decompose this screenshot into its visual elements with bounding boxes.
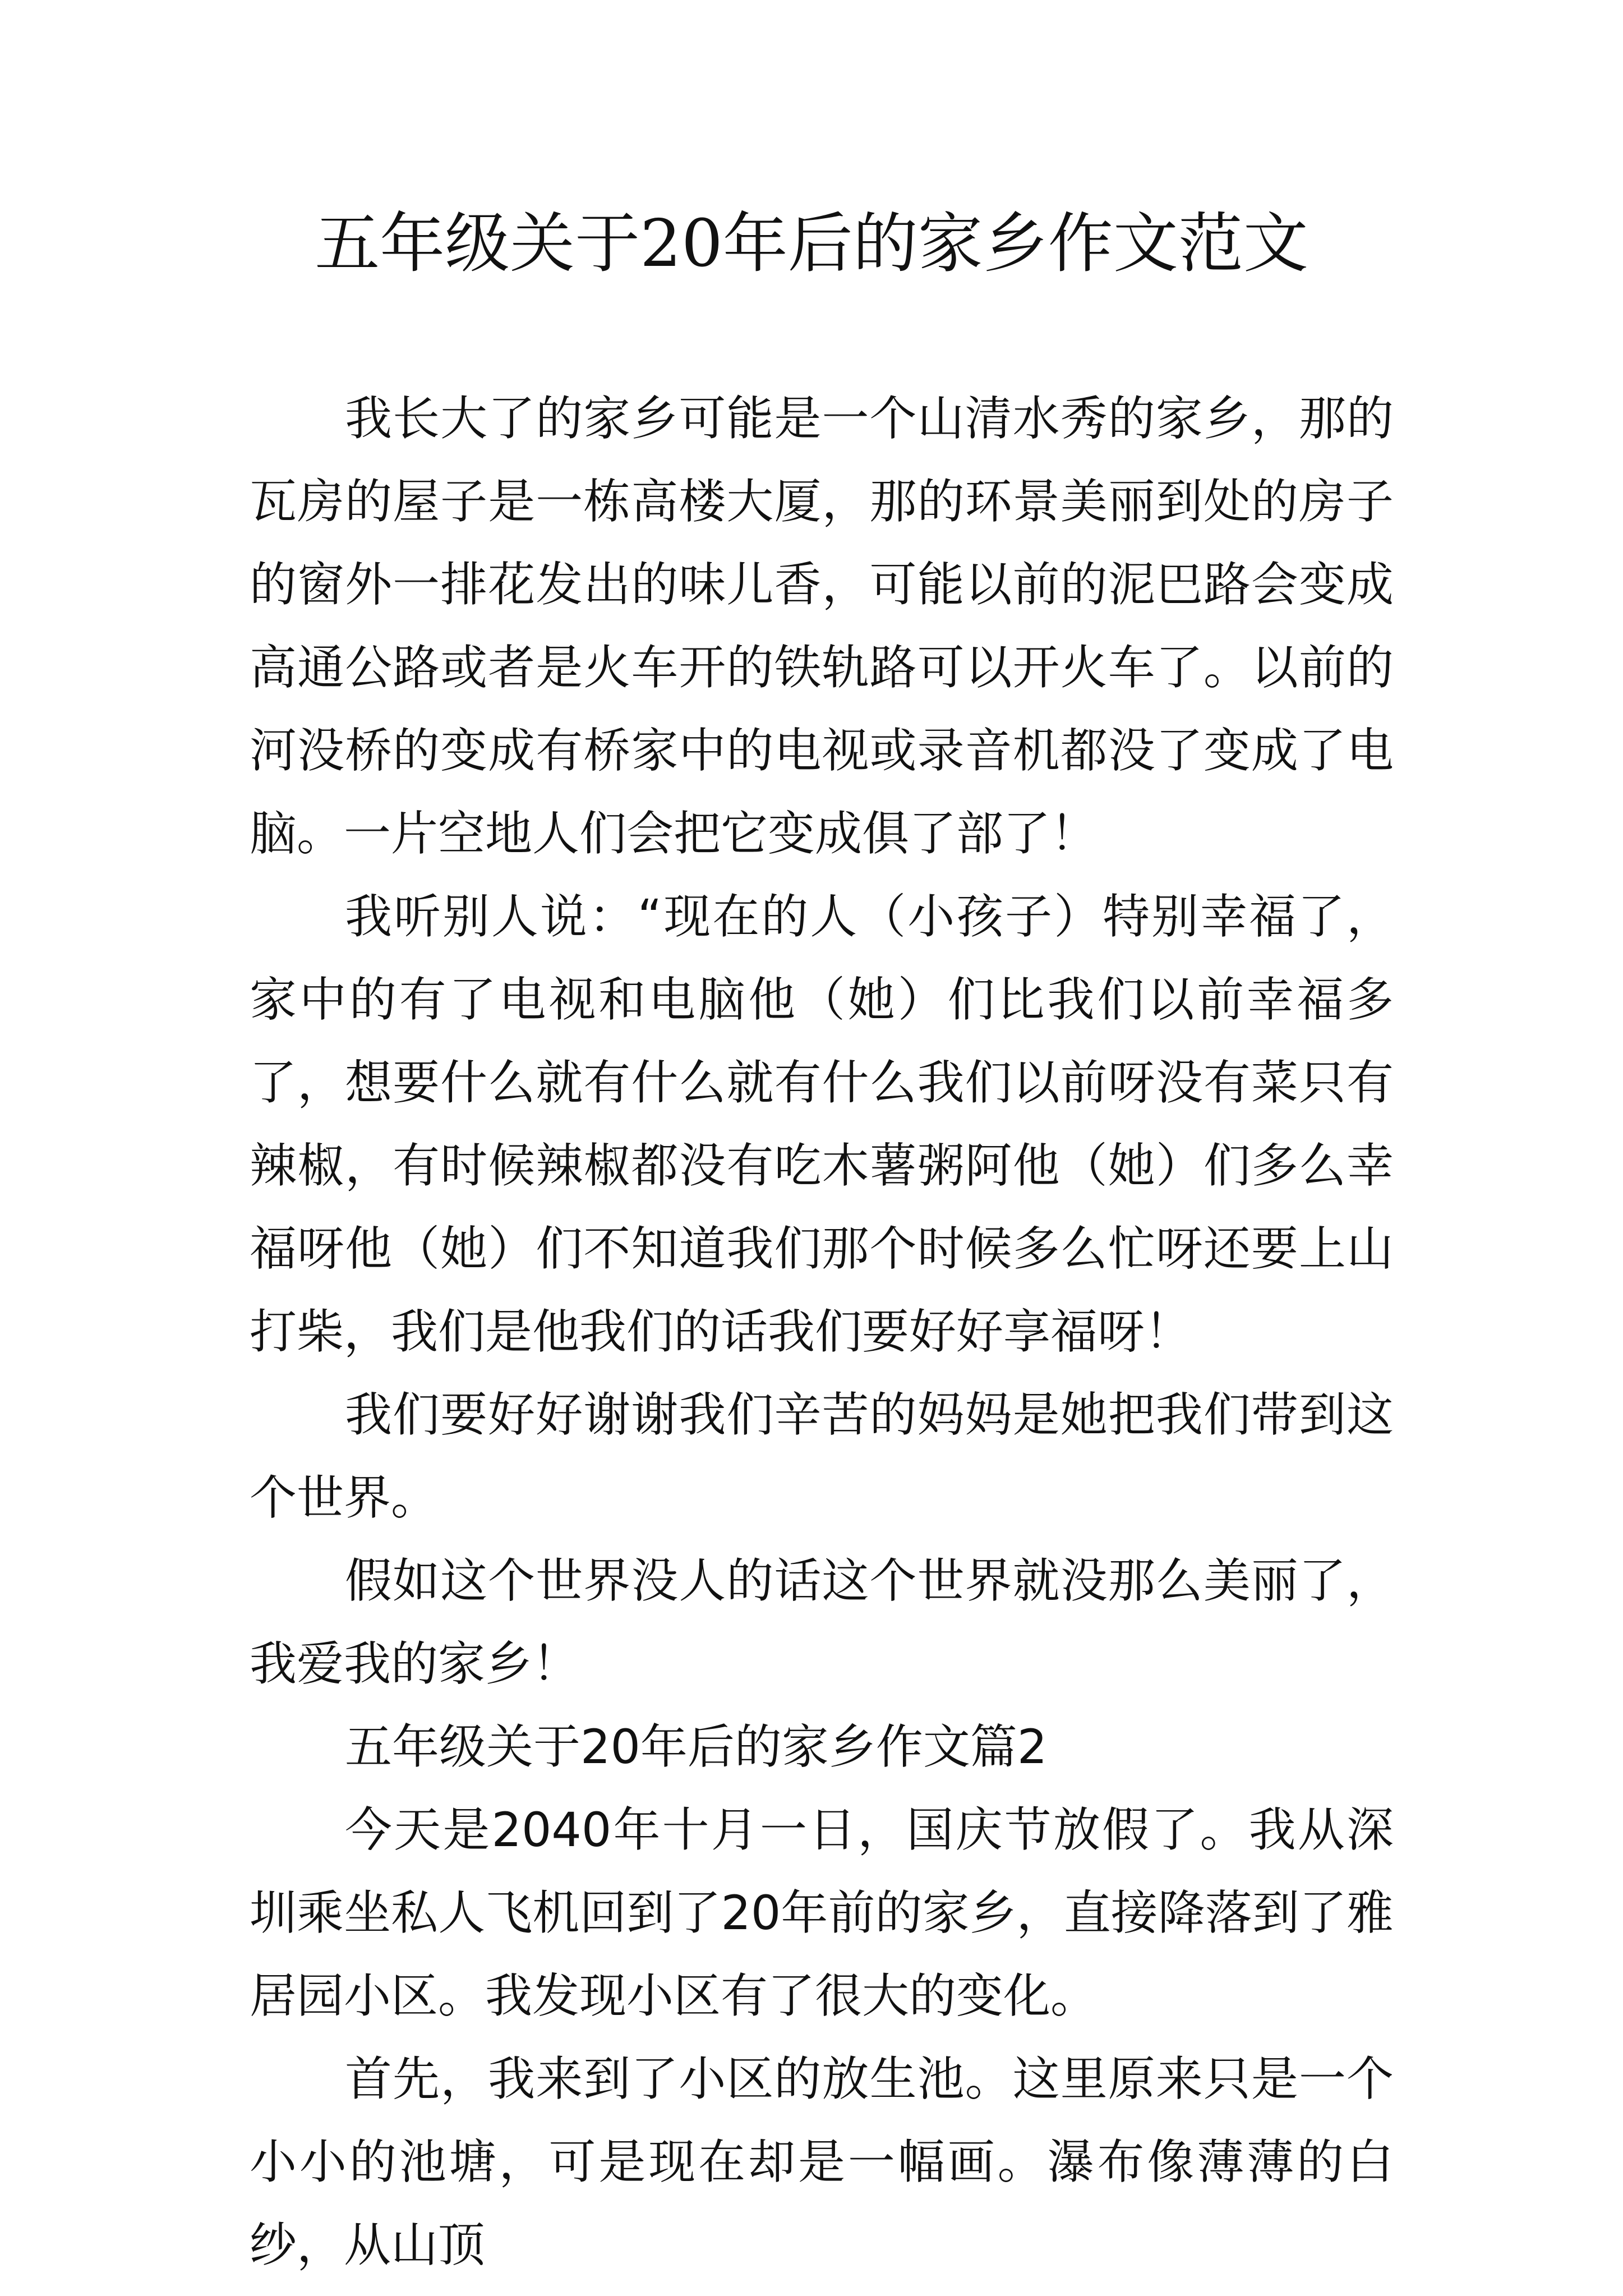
paragraph: 我们要好好谢谢我们辛苦的妈妈是她把我们带到这个世界。 — [250, 1387, 1394, 1525]
paragraph: 今天是2040年十月一日，国庆节放假了。我从深圳乘坐私人飞机回到了20年前的家乡，直接降落到了雅居园小区。我发现小区有了很大的变化。 — [250, 1802, 1394, 2023]
paragraph: 首先，我来到了小区的放生池。这里原来只是一个小小的池塘，可是现在却是一幅画。瀑布像薄薄的白纱，从山顶 — [250, 2051, 1394, 2272]
essay-body — [250, 377, 1394, 2286]
page-title: 五年级关于20年后的家乡作文范文 — [315, 206, 1308, 282]
paragraph: 我长大了的家乡可能是一个山清水秀的家乡，那的瓦房的屋子是一栋高楼大厦，那的环景美丽到处的房子的窗外一排花发出的味儿香，可能以前的泥巴路会变成高通公路或者是火车开的铁轨路可以开火车了。以前的河没桥的变成有桥家中的电视或录音机都没了变成了电脑。一片空地人们会把它变成俱了部了！ — [250, 391, 1394, 861]
paragraph: 假如这个世界没人的话这个世界就没那么美丽了，我爱我的家乡！ — [250, 1553, 1394, 1691]
section-heading: 五年级关于20年后的家乡作文篇2 — [345, 1719, 1048, 1774]
paragraph: 我听别人说：“现在的人（小孩子）特别幸福了，家中的有了电视和电脑他（她）们比我们以前幸福多了，想要什么就有什么就有什么我们以前呀没有菜只有辣椒，有时候辣椒都没有吃木薯粥阿他（她）们多么幸福呀他（她）们不知道我们那个时候多么忙呀还要上山打柴，我们是他我们的话我们要好好享福呀！ — [250, 889, 1394, 1359]
